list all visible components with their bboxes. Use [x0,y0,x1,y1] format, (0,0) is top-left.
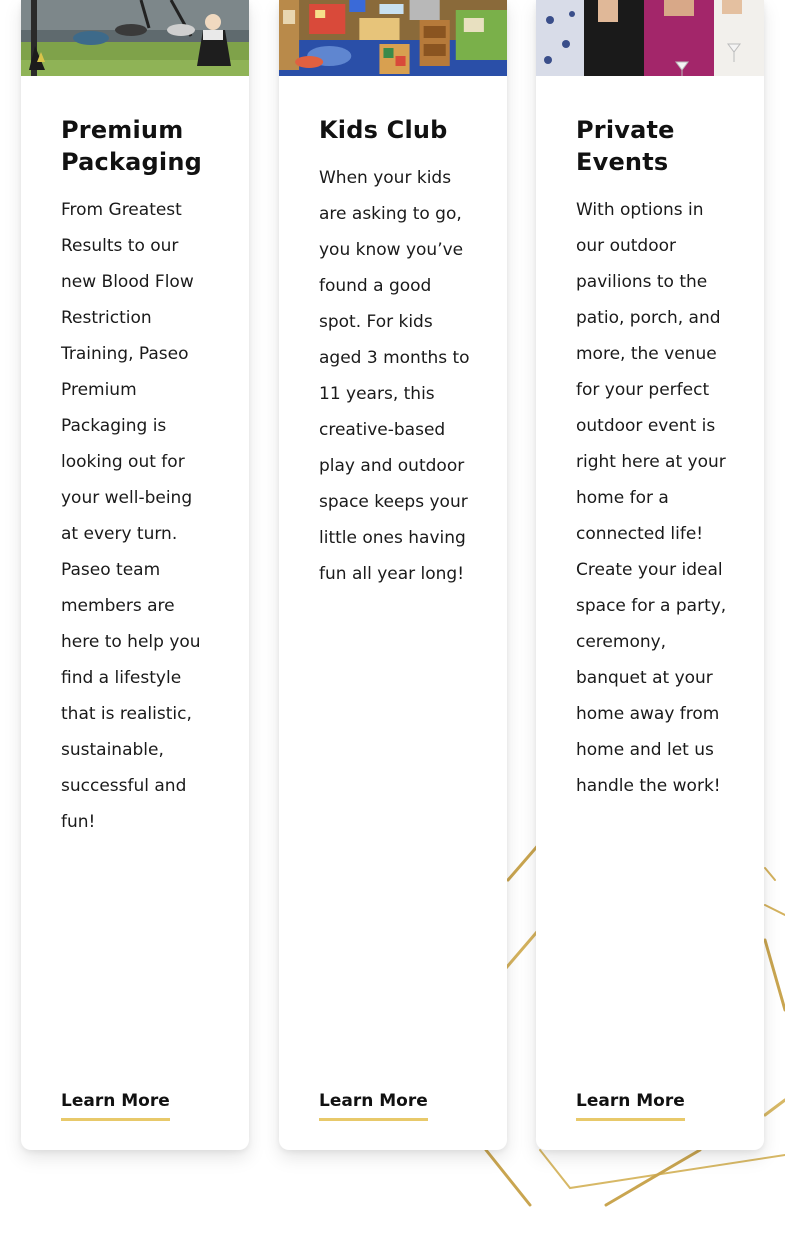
learn-more-link[interactable]: Learn More [61,1088,170,1121]
card-description: With options in our outdoor pavilions to the patio, porch, and more, the venue for your perfect outdoor event is right here at your home for a connected life! Create your ideal space for a party, ceremony, banquet at your home away from home and let us handle the work! [576,200,727,796]
card-title: Private Events [576,116,675,176]
card-kids-club [279,0,507,1150]
card-body [576,114,736,804]
card-title: Premium Packaging [61,116,202,176]
card-premium-packaging [21,0,249,1150]
learn-more-link[interactable]: Learn More [576,1088,685,1121]
party-guests-photo [536,0,764,76]
card-description: When your kids are asking to go, you know you’ve found a good spot. For kids aged 3 months to 11 years, this creative-based play and outdoor space keeps your little ones having fun all year long! [319,168,470,584]
card-description: From Greatest Results to our new Blood Flow Restriction Training, Paseo Premium Packaging is looking out for your well-being at every turn. Paseo team members are here to help you find a lifestyle that is realistic, sustainable, successful and fun! [61,200,201,832]
card-body [319,114,479,592]
fitness-training-photo [21,0,249,76]
card-title: Kids Club [319,116,448,144]
learn-more-link[interactable]: Learn More [319,1088,428,1121]
card-body [61,114,221,840]
kids-playroom-photo [279,0,507,76]
card-private-events [536,0,764,1150]
